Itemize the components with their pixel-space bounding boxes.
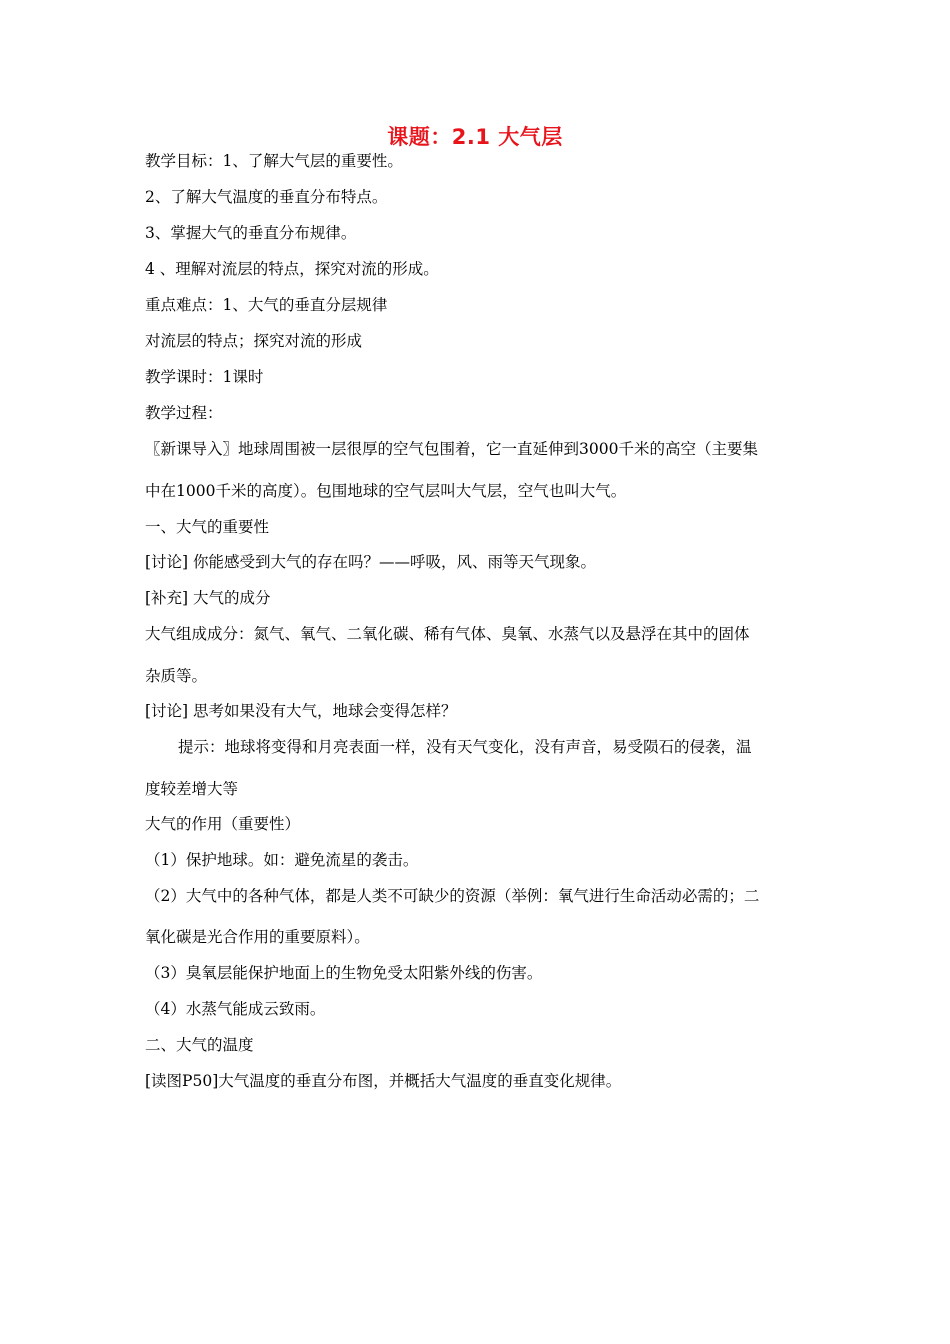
section-1-heading: 一、大气的重要性 — [145, 518, 270, 536]
intro-line-2: 中在1000千米的高度）。包围地球的空气层叫大气层，空气也叫大气。 — [145, 482, 627, 500]
section-2-heading: 二、大气的温度 — [145, 1036, 254, 1054]
process-heading: 教学过程： — [145, 404, 223, 422]
functions-heading: 大气的作用（重要性） — [145, 815, 301, 833]
function-1: （1）保护地球。如：避免流星的袭击。 — [145, 851, 419, 869]
objectives-line-3: 3、掌握大气的垂直分布规律。 — [145, 224, 357, 242]
function-2-line-1: （2）大气中的各种气体，都是人类不可缺少的资源（举例：氧气进行生命活动必需的；二 — [145, 887, 760, 905]
function-2-line-2: 氧化碳是光合作用的重要原料）。 — [145, 928, 370, 946]
hint-line-1: 提示：地球将变得和月亮表面一样，没有天气变化，没有声音，易受陨石的侵袭，温 — [178, 738, 752, 756]
supplement: [补充] 大气的成分 — [145, 589, 271, 607]
objectives-line-2: 2、了解大气温度的垂直分布特点。 — [145, 188, 388, 206]
read-figure: [读图P50]大气温度的垂直分布图，并概括大气温度的垂直变化规律。 — [145, 1072, 622, 1090]
objectives-line-4: 4 、理解对流层的特点，探究对流的形成。 — [145, 260, 439, 278]
key-points-line-2: 对流层的特点；探究对流的形成 — [145, 332, 363, 350]
composition-line-2: 杂质等。 — [145, 667, 208, 685]
discussion-2: [讨论] 思考如果没有大气，地球会变得怎样？ — [145, 702, 457, 720]
function-3: （3）臭氧层能保护地面上的生物免受太阳紫外线的伤害。 — [145, 964, 543, 982]
function-4: （4）水蒸气能成云致雨。 — [145, 1000, 326, 1018]
intro-line-1: 〖新课导入〗地球周围被一层很厚的空气包围着，它一直延伸到3000千米的高空（主要集 — [145, 440, 758, 458]
lesson-hours: 教学课时：1课时 — [145, 368, 264, 386]
hint-line-2: 度较差增大等 — [145, 780, 239, 798]
objectives-line-1: 教学目标：1、了解大气层的重要性。 — [145, 152, 403, 170]
composition-line-1: 大气组成成分：氮气、氧气、二氧化碳、稀有气体、臭氧、水蒸气以及悬浮在其中的固体 — [145, 625, 750, 643]
page-title: 课题：2.1 大气层 — [387, 125, 563, 149]
discussion-1: [讨论] 你能感受到大气的存在吗？——呼吸，风、雨等天气现象。 — [145, 553, 597, 571]
key-points-line-1: 重点难点：1、大气的垂直分层规律 — [145, 296, 388, 314]
